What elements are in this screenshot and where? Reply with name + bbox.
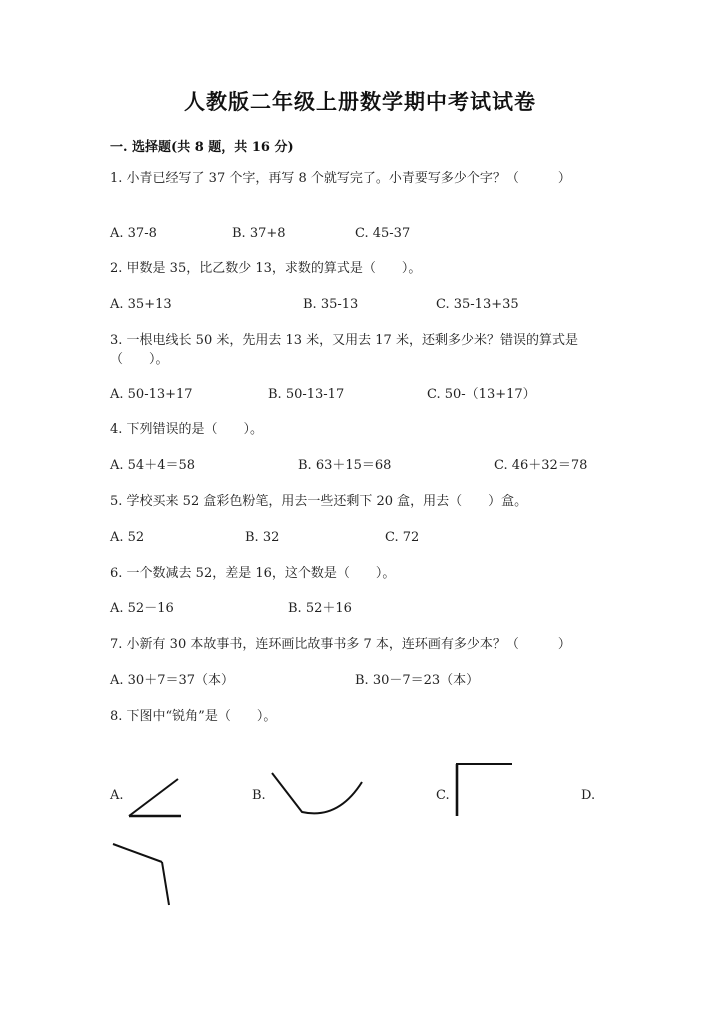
question-8: 8. 下图中“锐角”是（ ）。 <box>110 709 277 724</box>
question-4: 4. 下列错误的是（ ）。 <box>110 422 264 437</box>
q8-angle-c-figure[interactable] <box>452 760 516 820</box>
q8-option-c-label[interactable]: C. <box>436 788 450 803</box>
question-5: 5. 学校买来 52 盒彩色粉笔，用去一些还剩下 20 盒，用去（ ）盒。 <box>110 494 528 509</box>
question-3: 3. 一根电线长 50 米，先用去 13 米，又用去 17 米，还剩多少米？错误的算式是（ ）。 <box>110 333 578 367</box>
q1-option-c[interactable]: C. 45-37 <box>355 226 411 241</box>
q3-option-a[interactable]: A. 50-13+17 <box>110 387 193 402</box>
q1-option-b[interactable]: B. 37+8 <box>232 226 286 241</box>
q1-option-a[interactable]: A. 37-8 <box>110 226 157 241</box>
q6-option-b[interactable]: B. 52＋16 <box>288 601 352 616</box>
q8-angle-d-figure[interactable] <box>110 838 178 910</box>
q4-option-b[interactable]: B. 63＋15＝68 <box>298 458 392 473</box>
q3-option-c[interactable]: C. 50-（13+17） <box>427 387 536 402</box>
q2-option-a[interactable]: A. 35+13 <box>110 297 172 312</box>
q5-option-b[interactable]: B. 32 <box>245 530 280 545</box>
q2-option-b[interactable]: B. 35-13 <box>303 297 359 312</box>
q5-option-c[interactable]: C. 72 <box>385 530 420 545</box>
q2-option-c[interactable]: C. 35-13+35 <box>436 297 519 312</box>
q4-option-c[interactable]: C. 46＋32＝78 <box>494 458 588 473</box>
q7-option-b[interactable]: B. 30－7＝23（本） <box>355 673 480 688</box>
q8-option-d-label[interactable]: D. <box>581 788 596 803</box>
question-1: 1. 小青已经写了 37 个字，再写 8 个就写完了。小青要写多少个字？（ ） <box>110 171 571 186</box>
q8-option-a-label[interactable]: A. <box>110 788 124 803</box>
q3-option-b[interactable]: B. 50-13-17 <box>268 387 345 402</box>
q5-option-a[interactable]: A. 52 <box>110 530 145 545</box>
q7-option-a[interactable]: A. 30＋7＝37（本） <box>110 673 235 688</box>
question-6: 6. 一个数减去 52，差是 16，这个数是（ ）。 <box>110 566 396 581</box>
section-heading: 一. 选择题(共 8 题，共 16 分) <box>110 140 294 155</box>
q4-option-a[interactable]: A. 54＋4＝58 <box>110 458 196 473</box>
question-7: 7. 小新有 30 本故事书，连环画比故事书多 7 本，连环画有多少本？（ ） <box>110 637 571 652</box>
q8-angle-b-figure[interactable] <box>268 770 368 822</box>
page-title: 人教版二年级上册数学期中考试试卷 <box>184 89 536 114</box>
q8-option-b-label[interactable]: B. <box>252 788 266 803</box>
q6-option-a[interactable]: A. 52－16 <box>110 601 174 616</box>
question-2: 2. 甲数是 35，比乙数少 13，求数的算式是（ ）。 <box>110 261 422 276</box>
q8-angle-a-figure[interactable] <box>125 775 185 825</box>
